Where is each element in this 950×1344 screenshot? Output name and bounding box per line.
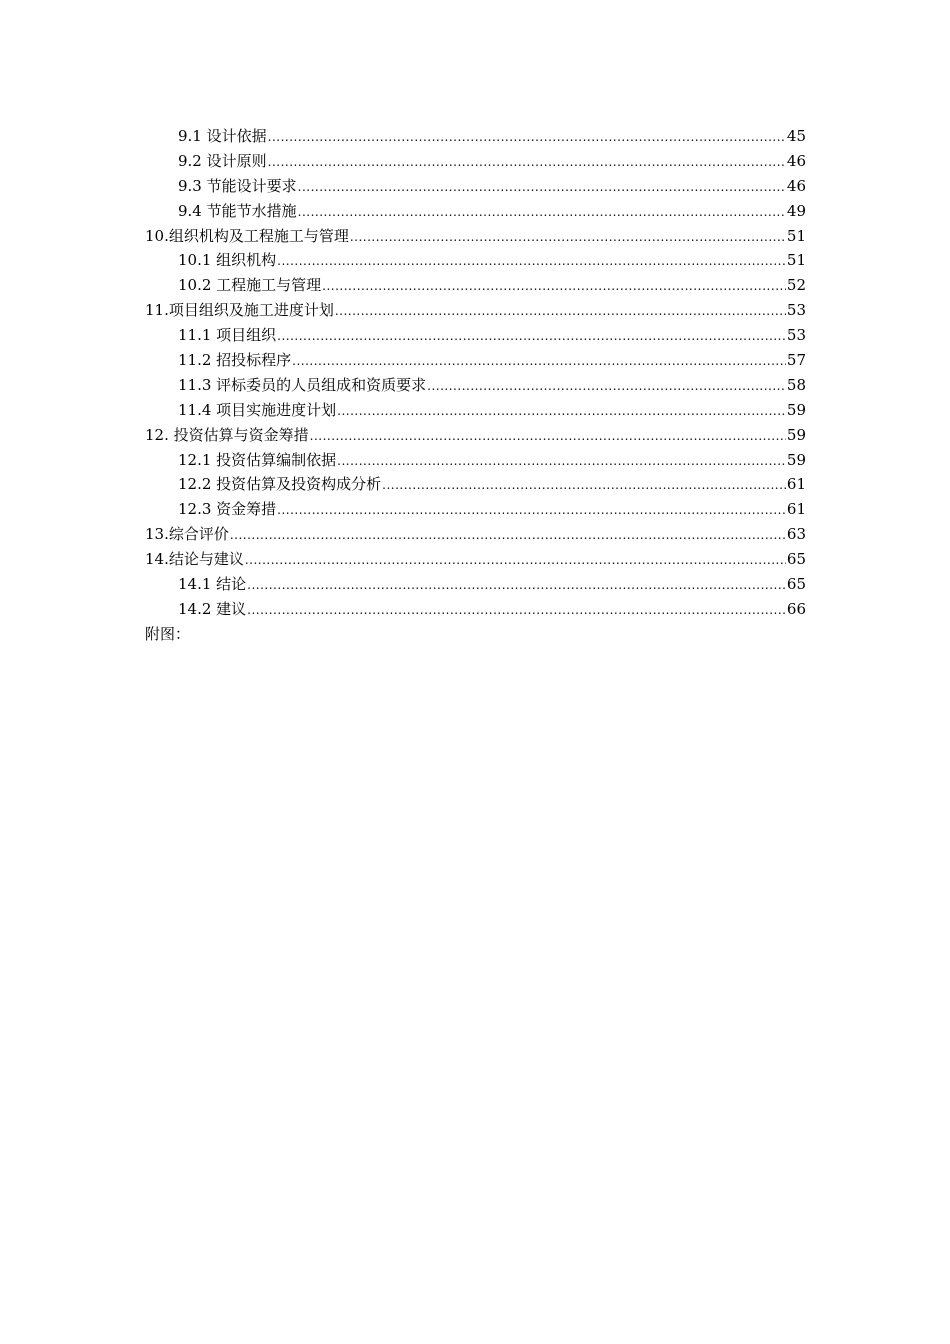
toc-entry-page-number: 53 bbox=[786, 301, 806, 320]
toc-entry-title: 12.2 投资估算及投资构成分析 bbox=[178, 475, 382, 494]
toc-entry[interactable] bbox=[145, 472, 806, 497]
toc-entry-title: 12. 投资估算与资金筹措 bbox=[145, 425, 309, 444]
toc-entry-page-number: 61 bbox=[786, 500, 806, 519]
toc-entry-page-number: 46 bbox=[786, 176, 806, 195]
toc-entry-page-number: 57 bbox=[786, 351, 806, 370]
toc-entry-title: 9.4 节能节水措施 bbox=[178, 201, 297, 220]
toc-entry[interactable] bbox=[145, 174, 806, 199]
toc-entry[interactable] bbox=[145, 398, 806, 423]
toc-dot-leader bbox=[298, 175, 786, 200]
toc-dot-leader bbox=[277, 498, 786, 523]
toc-entry-title: 14.1 结论 bbox=[178, 575, 247, 594]
toc-entry-title: 10.组织机构及工程施工与管理 bbox=[145, 226, 349, 245]
toc-entry-page-number: 49 bbox=[786, 201, 806, 220]
toc-dot-leader bbox=[382, 473, 786, 498]
toc-dot-leader bbox=[335, 299, 786, 324]
toc-entry-title: 9.3 节能设计要求 bbox=[178, 176, 297, 195]
toc-entry[interactable] bbox=[145, 248, 806, 273]
toc-entry-page-number: 66 bbox=[786, 599, 806, 618]
toc-entry-title: 12.3 资金筹措 bbox=[178, 500, 277, 519]
toc-entry-page-number: 53 bbox=[786, 326, 806, 345]
toc-entry-page-number: 65 bbox=[786, 550, 806, 569]
toc-entry-page-number: 51 bbox=[786, 226, 806, 245]
toc-entry-page-number: 52 bbox=[786, 276, 806, 295]
toc-dot-leader bbox=[245, 548, 786, 573]
toc-entry[interactable] bbox=[145, 373, 806, 398]
toc-entry-page-number: 58 bbox=[786, 375, 806, 394]
toc-dot-leader bbox=[277, 324, 786, 349]
toc-entry-page-number: 59 bbox=[786, 450, 806, 469]
toc-entry-page-number: 46 bbox=[786, 151, 806, 170]
toc-entry[interactable] bbox=[145, 323, 806, 348]
toc-entry-page-number: 65 bbox=[786, 575, 806, 594]
toc-entry[interactable] bbox=[145, 224, 806, 249]
toc-entry[interactable] bbox=[145, 448, 806, 473]
toc-entry[interactable] bbox=[145, 597, 806, 622]
toc-entry-title: 13.综合评价 bbox=[145, 525, 229, 544]
toc-entry-title: 14.结论与建议 bbox=[145, 550, 244, 569]
toc-entry-page-number: 45 bbox=[786, 127, 806, 145]
toc-entry-page-number: 59 bbox=[786, 400, 806, 419]
toc-dot-leader bbox=[277, 249, 786, 274]
toc-entry[interactable] bbox=[145, 199, 806, 224]
toc-dot-leader bbox=[268, 150, 786, 175]
toc-entry[interactable] bbox=[145, 298, 806, 323]
toc-entry-title: 12.1 投资估算编制依据 bbox=[178, 450, 337, 469]
toc-entry[interactable] bbox=[145, 149, 806, 174]
toc-dot-leader bbox=[268, 125, 786, 150]
toc-entry[interactable] bbox=[145, 423, 806, 448]
toc-dot-leader bbox=[322, 274, 786, 299]
toc-entry-title: 11.2 招投标程序 bbox=[178, 351, 292, 370]
toc-entry-title: 9.1 设计依据 bbox=[178, 127, 267, 145]
toc-dot-leader bbox=[337, 399, 786, 424]
toc-entry[interactable] bbox=[145, 497, 806, 522]
toc-entry-title: 9.2 设计原则 bbox=[178, 151, 267, 170]
toc-entry[interactable] bbox=[145, 348, 806, 373]
toc-entry-title: 11.3 评标委员的人员组成和资质要求 bbox=[178, 375, 427, 394]
toc-entry-title: 11.4 项目实施进度计划 bbox=[178, 400, 337, 419]
toc-dot-leader bbox=[247, 598, 786, 623]
toc-entry-title: 10.2 工程施工与管理 bbox=[178, 276, 322, 295]
toc-entry[interactable] bbox=[145, 124, 806, 149]
toc-entry-page-number: 51 bbox=[786, 251, 806, 270]
toc-dot-leader bbox=[230, 523, 786, 548]
toc-entry[interactable] bbox=[145, 572, 806, 597]
toc-dot-leader bbox=[310, 424, 786, 449]
appendix-label: 附图： bbox=[145, 625, 191, 643]
toc-dot-leader bbox=[337, 449, 786, 474]
toc-dot-leader bbox=[298, 200, 786, 225]
toc-entry-page-number: 61 bbox=[786, 475, 806, 494]
toc-entry-title: 10.1 组织机构 bbox=[178, 251, 277, 270]
toc-dot-leader bbox=[292, 349, 786, 374]
toc-entry-title: 11.项目组织及施工进度计划 bbox=[145, 301, 334, 320]
toc-dot-leader bbox=[247, 573, 786, 598]
toc-entry-page-number: 63 bbox=[786, 525, 806, 544]
table-of-contents bbox=[145, 124, 806, 622]
toc-entry[interactable] bbox=[145, 273, 806, 298]
toc-entry-page-number: 59 bbox=[786, 425, 806, 444]
toc-entry[interactable] bbox=[145, 547, 806, 572]
toc-entry-title: 14.2 建议 bbox=[178, 599, 247, 618]
toc-entry[interactable] bbox=[145, 522, 806, 547]
toc-entry-title: 11.1 项目组织 bbox=[178, 326, 277, 345]
toc-dot-leader bbox=[427, 374, 786, 399]
toc-dot-leader bbox=[350, 225, 786, 250]
